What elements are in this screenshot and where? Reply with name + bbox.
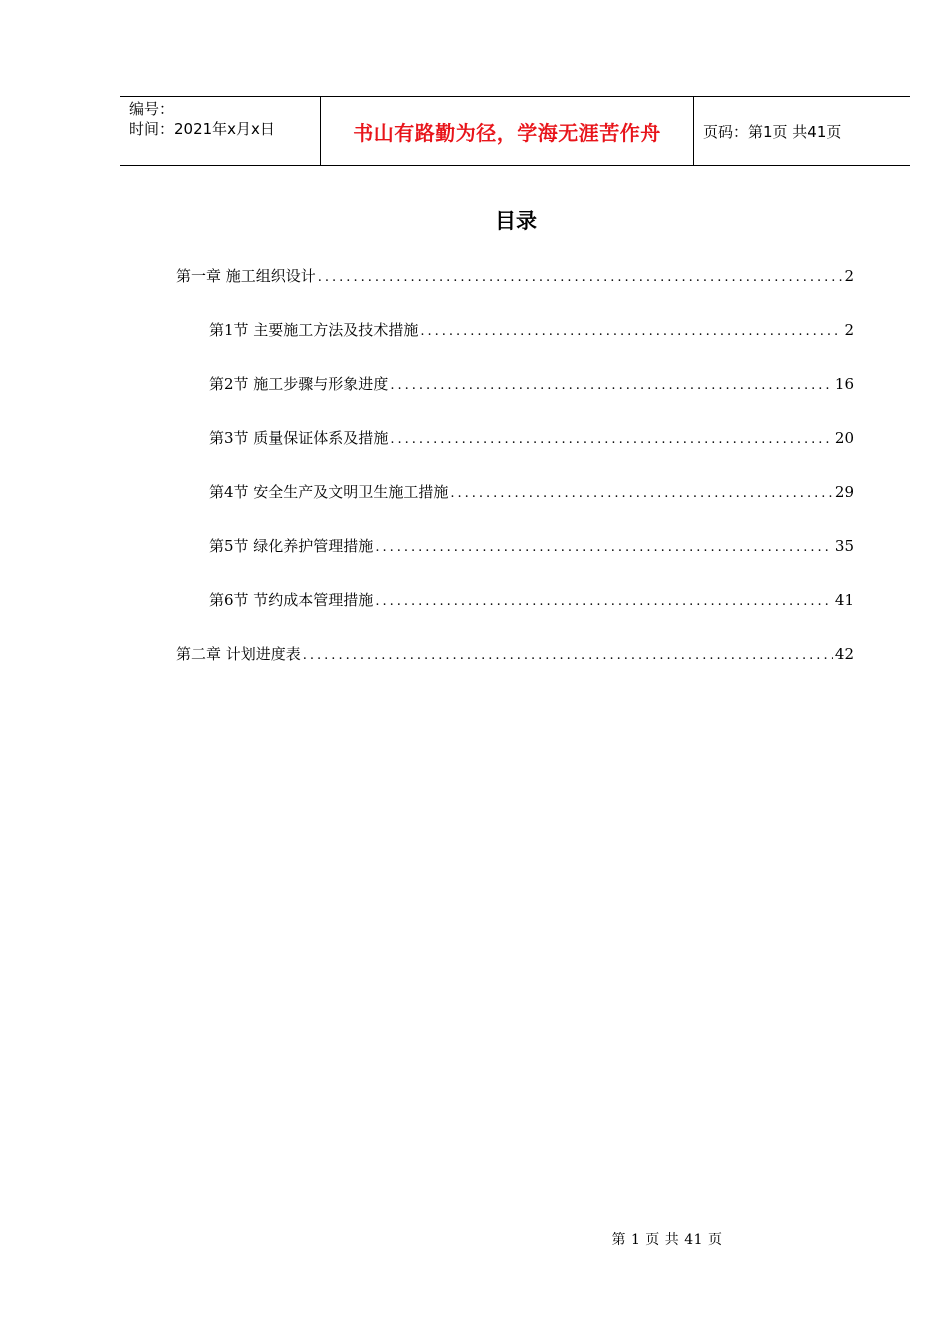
toc-entry-page: 2: [844, 321, 854, 339]
toc-entry-text: 第1节 主要施工方法及技术措施: [209, 321, 419, 339]
toc-leader-dots: [420, 324, 842, 339]
toc-leader-dots: [375, 540, 833, 555]
toc-entry-page: 42: [834, 645, 854, 663]
toc-entry-section-2[interactable]: [209, 373, 854, 395]
document-time-label: 时间：2021年x月x日: [129, 120, 275, 138]
toc-entry-text: 第5节 绿化养护管理措施: [209, 537, 374, 555]
toc-entry-page: 16: [834, 375, 854, 393]
toc-leader-dots: [450, 486, 833, 501]
toc-entry-section-3[interactable]: [209, 427, 854, 449]
toc-entry-text: 第3节 质量保证体系及措施: [209, 429, 389, 447]
toc-entry-page: 20: [834, 429, 854, 447]
toc-entry-page: 41: [834, 591, 854, 609]
toc-entry-text: 第4节 安全生产及文明卫生施工措施: [209, 483, 449, 501]
toc-leader-dots: [375, 594, 833, 609]
toc-leader-dots: [390, 432, 833, 447]
document-number-label: 编号：: [129, 100, 175, 118]
toc-entry-text: 第二章 计划进度表: [176, 645, 301, 663]
page-footer: 第 1 页 共 41 页: [611, 1232, 723, 1248]
toc-entry-section-6[interactable]: [209, 589, 854, 611]
header-page-label: 页码：第1页 共41页: [703, 122, 842, 141]
toc-entry-chapter-1[interactable]: [176, 265, 854, 287]
header-motto: 书山有路勤为径，学海无涯苦作舟: [321, 97, 694, 165]
toc-leader-dots: [303, 648, 833, 663]
toc-leader-dots: [390, 378, 833, 393]
toc-entry-section-1[interactable]: [209, 319, 854, 341]
toc-entry-text: 第6节 节约成本管理措施: [209, 591, 374, 609]
toc-entry-text: 第2节 施工步骤与形象进度: [209, 375, 389, 393]
toc-entry-section-5[interactable]: [209, 535, 854, 557]
toc-entry-page: 29: [834, 483, 854, 501]
toc-entry-page: 2: [844, 267, 854, 285]
toc-entry-chapter-2[interactable]: [176, 643, 854, 665]
toc-entry-page: 35: [834, 537, 854, 555]
toc-entry-section-4[interactable]: [209, 481, 854, 503]
toc-title: 目录: [495, 209, 537, 233]
toc-leader-dots: [318, 270, 843, 285]
toc-entry-text: 第一章 施工组织设计: [176, 267, 316, 285]
